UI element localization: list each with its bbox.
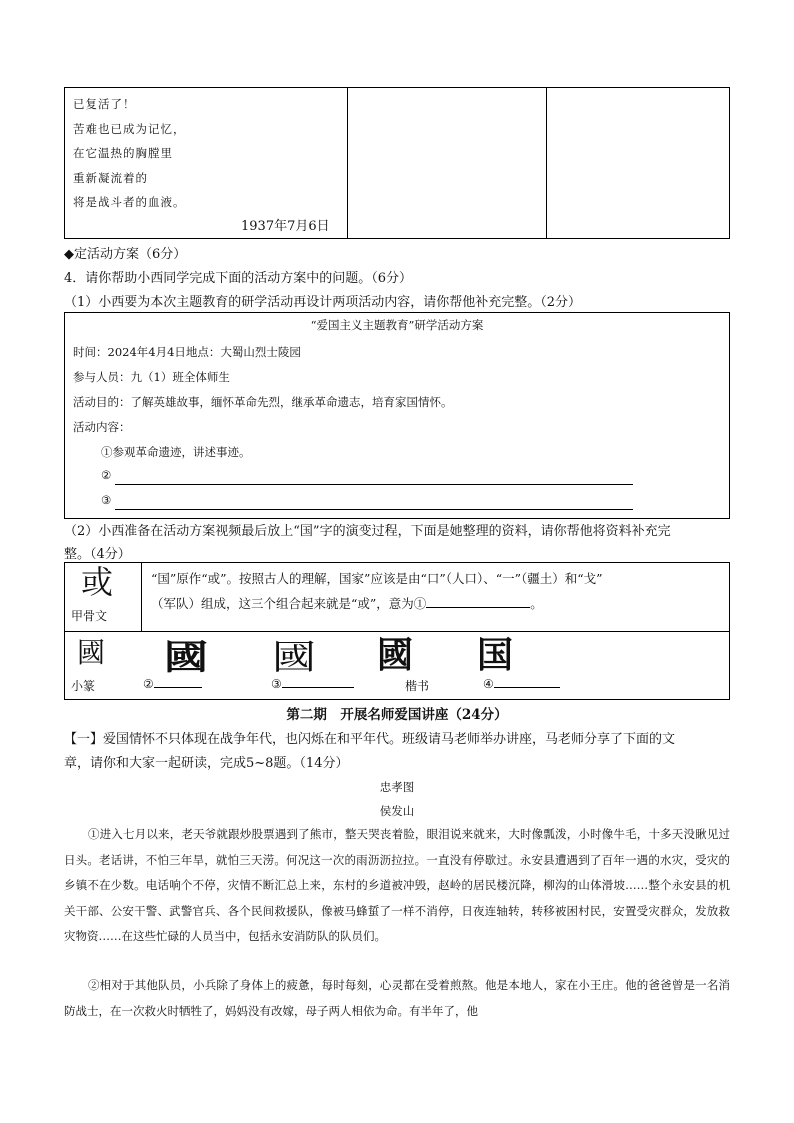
part1-intro-b: 章，请你和大家一起研读，完成5~8题。（14分） [64,756,349,771]
answer-blank[interactable] [115,484,633,485]
plan-content-label: 活动内容： [73,420,131,434]
plan-item-1: ①参观革命遗迹，讲述事迹。 [101,445,251,459]
plan-item-2: ② [101,468,112,482]
glyph-4: 國 [377,634,414,676]
plan-goal: 活动目的：了解英雄故事，缅怀革命先烈，继承革命遗志，培育家国情怀。 [73,395,453,409]
char-desc-text: （军队）组成，这三个组合起来就是“或”，意为① [151,596,427,611]
kaishu-label: 楷书 [405,679,430,693]
oracle-label: 甲骨文 [71,609,108,623]
blank-4 [483,677,560,691]
table-divider [141,563,142,631]
answer-blank[interactable] [115,509,633,510]
blank-2 [143,677,202,691]
glyph-5: 国 [477,634,514,676]
poem-date: 1937年7月6日 [241,219,330,234]
poem-line: 重新凝流着的 [73,170,148,185]
oracle-glyph: 或 [81,563,114,601]
blank-3 [271,677,354,691]
paragraph-1: ①进入七月以来，老天爷就跟炒股票遇到了熊市，整天哭丧着脸，眼泪说来就来，大时像瓢泼，小时像牛毛，十多天没瞅见过日头。老话讲，不怕三年旱，就怕三天涝。何况这一次的雨沥沥拉拉。一直没有停歇过。永安县遭遇到了百年一遇的水灾，受灾的乡镇不在少数。电话响个不停，灾情不断汇总上来，东村的乡道被冲毁，赵岭的居民楼沉降，柳沟的山体滑坡……整个永安县的机关干部、公安干警、武警官兵、各个民间救援队，像被马蜂蜇了一样不消停，日夜连轴转，转移被困村民，安置受灾群众，发放救灾物资……在这些忙碌的人员当中，包括永安消防队的队员们。 [64,827,730,943]
activity-plan-box [64,312,730,519]
article-title: 忠孝图 [379,780,415,794]
char-desc-end: 。 [530,596,543,611]
blank-2-label: ② [143,677,154,691]
question-4: 4．请你帮助小西同学完成下面的活动方案中的问题。（6分） [64,271,413,286]
answer-blank-3[interactable] [282,687,354,688]
table-divider [65,631,729,632]
poem-line: 在它温热的胸膛里 [73,146,173,161]
character-table [64,562,730,700]
glyph-3: 國 [271,638,317,678]
answer-blank-2[interactable] [154,687,202,688]
part1-intro-a [64,728,675,747]
char-desc-line1: “国”原作“或”。按照古人的理解，国家”应该是由“口”（人口）、“一”（疆土）和“戈” [151,571,603,586]
question-4-2-a: （2）小西准备在活动方案视频最后放上“国”字的演变过程，下面是她整理的资料，请你帮他将资料补充完 [64,524,671,539]
plan-title: “爱国主义主题教育”研学活动方案 [310,318,484,332]
plan-time: 时间：2024年4月4日地点：大蜀山烈士陵园 [73,345,301,359]
table-divider [347,88,348,238]
table-divider [546,88,547,238]
poem-line: 将是战斗者的血液。 [73,195,186,210]
char-desc-line2 [151,594,543,612]
article-author: 侯发山 [379,804,415,818]
poem-lines [73,92,186,215]
blank-3-label: ③ [271,677,282,691]
question-4-2-b: 整。（4分） [64,547,131,562]
answer-blank-4[interactable] [494,687,560,688]
seal-label: 小篆 [71,679,96,693]
seal-glyph: 國 [77,636,106,669]
answer-blank-1[interactable] [426,607,530,608]
poem-line: 苦难也已成为记忆， [73,121,186,136]
blank-4-label: ④ [483,677,494,691]
poem-line: 已复活了！ [73,97,136,111]
question-4-1: （1）小西要为本次主题教育的研学活动再设计两项活动内容，请你帮他补充完整。（2分） [64,295,582,310]
poem-table [64,87,730,239]
part1-text-a: 【一】爱国情怀不只体现在战争年代，也闪烁在和平年代。班级请马老师举办讲座，马老师分享了下面的文 [64,732,676,747]
plan-people: 参与人员：九（1）班全体师生 [73,370,230,384]
paragraph-2: ②相对于其他队员，小兵除了身体上的疲惫，每时每刻，心灵都在受着煎熬。他是本地人，家在小王庄。他的爸爸曾是一名消防战士，在一次救火时牺牲了，妈妈没有改嫁，母子两人相依为命。有半年了，他 [64,978,730,1018]
section-label: ◆定活动方案（6分） [64,247,187,262]
glyph-2: 國 [163,638,209,678]
section-heading-2: 第二期 开展名师爱国讲座（24分） [286,707,508,723]
plan-item-3: ③ [101,493,112,507]
